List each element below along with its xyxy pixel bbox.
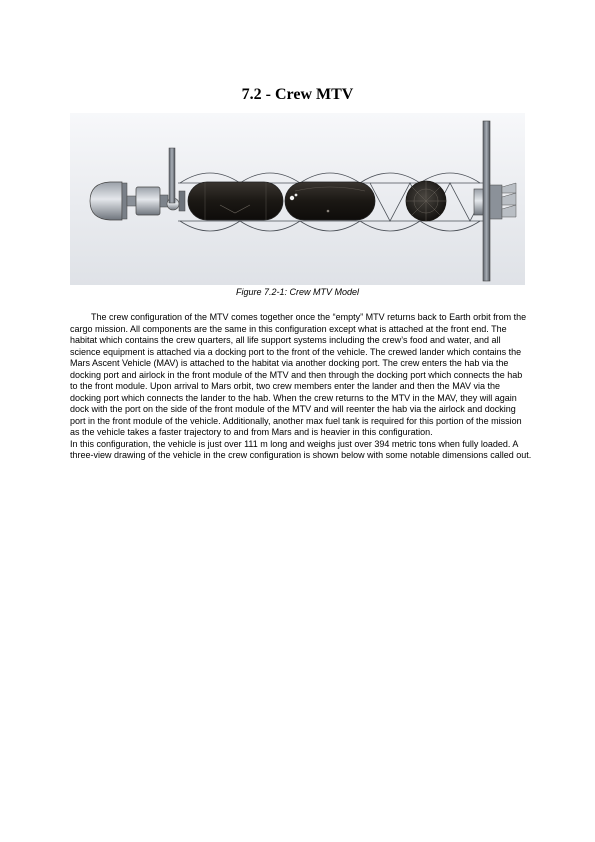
paragraph-1: The crew configuration of the MTV comes together once the “empty” MTV returns back to Earth orbit from the cargo mission. All components are the same in this configuration except what is attached at the front end. The habitat which contains the crew quarters, all life support systems including the crew’s food and water, and all science equipment is attached via a docking port to the front of the vehicle. The crewed lander which contains the Mars Ascent Vehicle (MAV) is attached to the habitat via another docking port. The crew enters the hab via the docking port and airlock in the front module of the MTV and then through the docking port which connects the hab to the front module. Upon arrival to Mars orbit, two crew members enter the lander and then the MAV via the docking port which connects the lander to the hab. When the crew returns to the MTV in the MAV, they will again dock with the port on the side of the front module of the MTV and will reenter the hab via the airlock and docking port in the front module of the vehicle. Additionally, another max fuel tank is required for this portion of the mission as the vehicle takes a faster trajectory to and from Mars and is heavier in this configuration.	[70, 312, 527, 437]
paragraph-2: In this configuration, the vehicle is just over 111 m long and weighs just over 394 metric tons when fully loaded. A three-view drawing of the vehicle in the crew configuration is shown below with some notable dimensions called out.	[70, 438, 532, 460]
dark-tank-1	[188, 182, 283, 220]
front-dome-module	[90, 182, 136, 220]
body-text	[70, 312, 532, 462]
spherical-tank	[406, 181, 446, 221]
figure-caption: Figure 7.2-1: Crew MTV Model	[235, 287, 360, 297]
docking-module	[136, 148, 185, 215]
dark-tank-2	[285, 182, 375, 220]
engine-section	[474, 121, 516, 281]
crew-mtv-model-figure	[70, 113, 525, 285]
crew-mtv-model-illustration	[70, 113, 525, 285]
section-heading: 7.2 - Crew MTV	[241, 86, 354, 103]
